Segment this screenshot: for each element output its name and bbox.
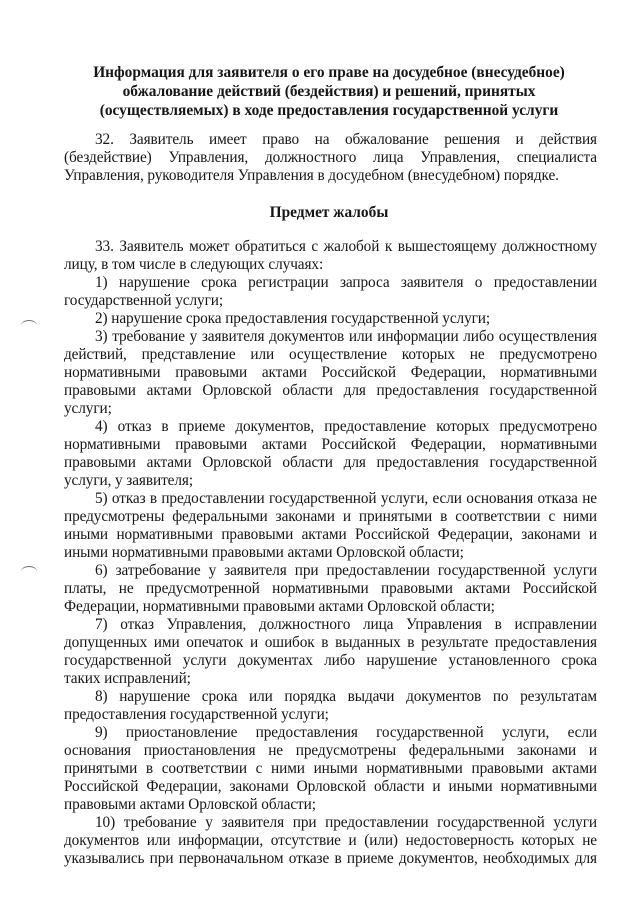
list-item-line: нормативными правовыми актами Российской Федерации, нормативными — [64, 436, 597, 453]
document-title-line: Информация для заявителя о его праве на досудебное (внесудебное) — [93, 64, 565, 81]
list-item-line: услуги, у заявителя; — [64, 472, 193, 489]
list-item-line: иными нормативными правовыми актами Орловской области; — [64, 544, 464, 561]
list-item-line: услуги; — [64, 400, 112, 417]
paragraph-line: 32. Заявитель имеет право на обжалование решения и действия — [95, 131, 597, 148]
list-item-line: правовыми актами Орловской области для предоставления государственной — [64, 382, 597, 399]
list-item-line: документов или информации, отсутствие и (или) недостоверность которых не — [64, 832, 597, 849]
list-item-line: иными нормативными правовыми актами Российской Федерации, законами и — [64, 526, 597, 543]
list-item-line: правовыми актами Орловской области для предоставления государственной — [64, 454, 597, 471]
list-item-line: государственной услуги документах либо нарушение установленного срока — [64, 652, 597, 669]
list-item-line: таких исправлений; — [64, 670, 191, 687]
list-item-line: Российской Федерации, законами Орловской области и иными нормативными — [64, 778, 597, 795]
section-heading: Предмет жалобы — [269, 204, 389, 221]
punch-hole-mark — [21, 566, 37, 577]
list-item-line: основания приостановления не предусмотрены федеральными законами и — [64, 742, 597, 759]
paragraph-line: (бездействие) Управления, должностного лица Управления, специалиста — [64, 149, 597, 166]
paragraph-line: 33. Заявитель может обратиться с жалобой к вышестоящему должностному — [95, 238, 597, 255]
list-item-line: действий, представление или осуществление которых не предусмотрено — [64, 346, 597, 363]
list-item-line: Федерации, нормативными правовыми актами Орловской области; — [64, 598, 495, 615]
punch-hole-mark — [21, 320, 37, 331]
list-item-line: 3) требование у заявителя документов или информации либо осуществления — [95, 328, 597, 345]
list-item-line: 2) нарушение срока предоставления государственной услуги; — [95, 310, 491, 327]
list-item-line: 5) отказ в предоставлении государственной услуги, если основания отказа не — [95, 490, 597, 507]
list-item-line: 8) нарушение срока или порядка выдачи документов по результатам — [95, 688, 597, 705]
list-item-line: указывались при первоначальном отказе в приеме документов, необходимых для — [64, 850, 597, 867]
list-item-line: 10) требование у заявителя при предоставлении государственной услуги — [95, 814, 597, 831]
list-item-line: допущенных ими опечаток и ошибок в выданных в результате предоставления — [64, 634, 597, 651]
list-item-line: 7) отказ Управления, должностного лица Управления в исправлении — [95, 616, 597, 633]
paragraph-line: лицу, в том числе в следующих случаях: — [64, 256, 324, 273]
document-title-line: (осуществляемых) в ходе предоставления государственной услуги — [99, 102, 559, 119]
paragraph-line: Управления, руководителя Управления в досудебном (внесудебном) порядке. — [64, 167, 559, 184]
list-item-line: нормативными правовыми актами Российской Федерации, нормативными — [64, 364, 597, 381]
list-item-line: 6) затребование у заявителя при предоставлении государственной услуги — [95, 562, 597, 579]
list-item-line: 9) приостановление предоставления государственной услуги, если — [95, 724, 597, 741]
list-item-line: предусмотрены федеральными законами и принятыми в соответствии с ними — [64, 508, 597, 525]
list-item-line: правовыми актами Орловской области; — [64, 796, 316, 813]
list-item-line: платы, не предусмотренной нормативными правовыми актами Российской — [64, 580, 597, 597]
list-item-line: 1) нарушение срока регистрации запроса заявителя о предоставлении — [95, 274, 597, 291]
list-item-line: предоставления государственной услуги; — [64, 706, 329, 723]
list-item-line: 4) отказ в приеме документов, предоставление которых предусмотрено — [95, 418, 597, 435]
list-item-line: государственной услуги; — [64, 292, 223, 309]
document-title-line: обжалование действий (бездействия) и решений, принятых — [122, 83, 536, 100]
list-item-line: принятыми в соответствии с ними иными нормативными правовыми актами — [64, 760, 597, 777]
